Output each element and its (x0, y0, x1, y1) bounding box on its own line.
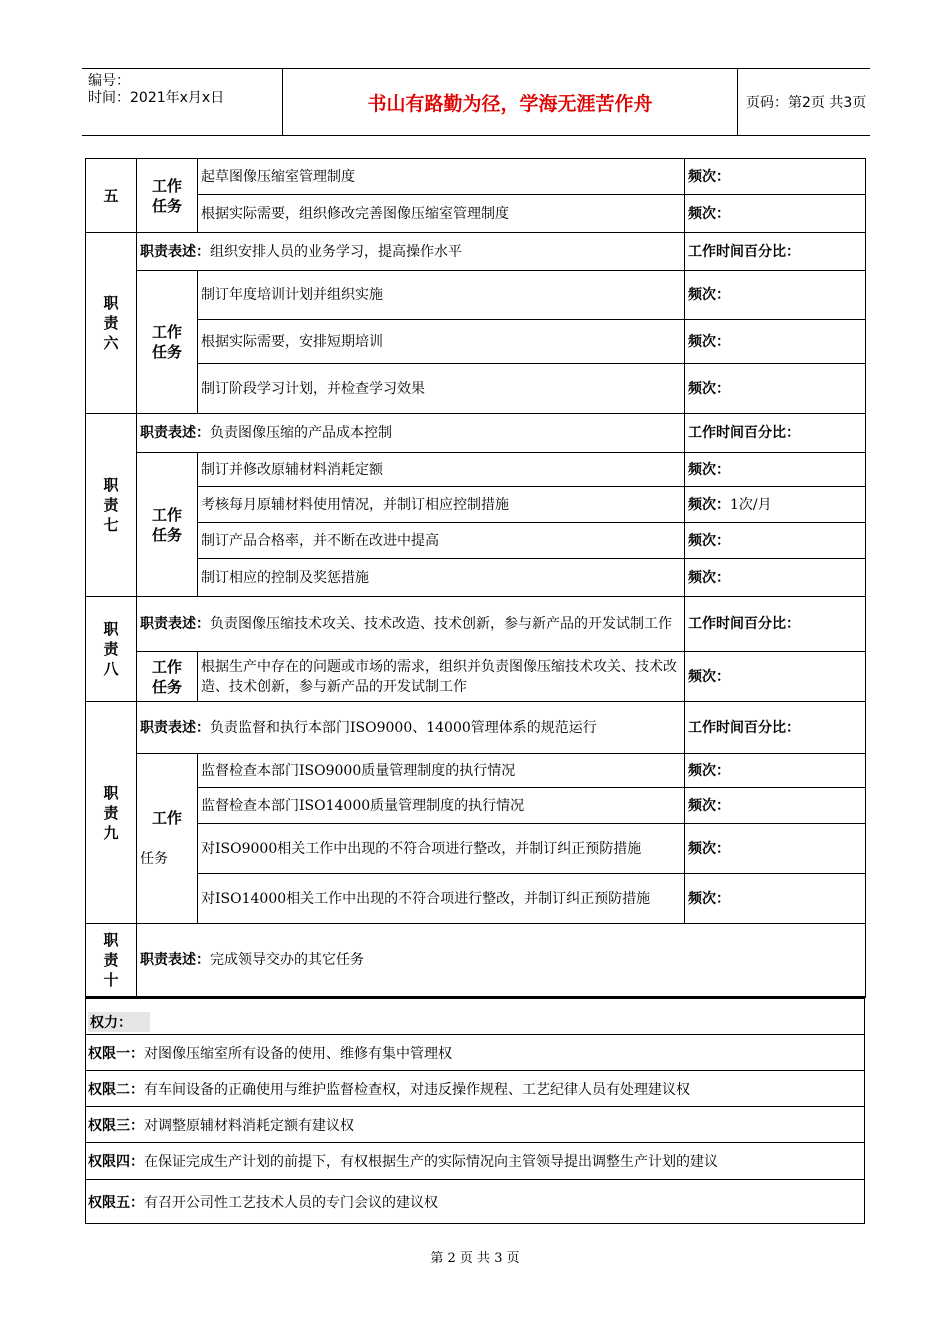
duty9-freq-2: 频次： (685, 788, 866, 824)
header-meta (82, 69, 282, 139)
duty5-task-row (86, 195, 866, 233)
power-item-3: 权限三：对调整原辅材料消耗定额有建议权 (86, 1107, 865, 1143)
page-header (82, 68, 870, 136)
duty9-task-row (86, 754, 866, 788)
duty5-task-2: 根据实际需要，组织修改完善图像压缩室管理制度 (198, 195, 685, 233)
power-table (85, 998, 865, 1224)
page-footer: 第 2 页 共 3 页 (430, 1251, 520, 1266)
duty5-task-row (86, 159, 866, 195)
duty7-freq-4: 频次： (685, 559, 866, 597)
duty6-time-pct: 工作时间百分比： (685, 233, 866, 271)
duty8-time-pct: 工作时间百分比： (685, 597, 866, 652)
duty6-number: 职 责 六 (86, 233, 137, 414)
duty7-task-4: 制订相应的控制及奖惩措施 (198, 559, 685, 597)
duty7-freq-1: 频次： (685, 453, 866, 487)
duty9-task-3: 对ISO9000相关工作中出现的不符合项进行整改，并制订纠正预防措施 (198, 824, 685, 874)
duty7-task-row (86, 453, 866, 487)
duty9-task-1: 监督检查本部门ISO9000质量管理制度的执行情况 (198, 754, 685, 788)
duty9-freq-1: 频次： (685, 754, 866, 788)
duty5-task-label: 工作 任务 (137, 159, 198, 233)
duty6-task-row (86, 271, 866, 320)
duty7-task-3: 制订产品合格率，并不断在改进中提高 (198, 523, 685, 559)
duty6-task-row (86, 364, 866, 414)
duty7-time-pct: 工作时间百分比： (685, 414, 866, 453)
duty10-row (86, 924, 866, 997)
duty6-freq-1: 频次： (685, 271, 866, 320)
duty10-statement: 职责表述：完成领导交办的其它任务 (137, 924, 866, 997)
duty7-task-row (86, 487, 866, 523)
duty9-statement-row (86, 702, 866, 754)
duty10-number: 职 责 十 (86, 924, 137, 997)
power-title: 权力： (88, 1012, 150, 1032)
duty7-freq-value: 1次/月 (730, 496, 772, 513)
duty8-task-1: 根据生产中存在的问题或市场的需求，组织并负责图像压缩技术攻关、技术改造、技术创新，参与新产品的开发试制工作 (198, 652, 685, 702)
duty9-number: 职 责 九 (86, 702, 137, 924)
duty9-statement: 职责表述：负责监督和执行本部门ISO9000、14000管理体系的规范运行 (137, 702, 685, 754)
power-row (86, 1180, 865, 1224)
duty5-number: 五 (86, 159, 137, 233)
duty8-statement-row (86, 597, 866, 652)
power-item-5: 权限五：有召开公司性工艺技术人员的专门会议的建议权 (86, 1180, 865, 1224)
duty9-task-row (86, 824, 866, 874)
duty8-freq-1: 频次： (685, 652, 866, 702)
duty5-freq-2: 频次： (685, 195, 866, 233)
power-item-2: 权限二：有车间设备的正确使用与维护监督检查权，对违反操作规程、工艺纪律人员有处理建议权 (86, 1071, 865, 1107)
duty6-task-row (86, 320, 866, 364)
power-row (86, 1107, 865, 1143)
duty7-task-1: 制订并修改原辅材料消耗定额 (198, 453, 685, 487)
duty6-task-3: 制订阶段学习计划，并检查学习效果 (198, 364, 685, 414)
duty7-task-2: 考核每月原辅材料使用情况，并制订相应控制措施 (198, 487, 685, 523)
duty5-freq-1: 频次： (685, 159, 866, 195)
header-page-number: 页码：第2页 共3页 (746, 95, 867, 111)
power-row (86, 1071, 865, 1107)
duty-table (85, 158, 866, 998)
duty8-statement: 职责表述：负责图像压缩技术攻关、技术改造、技术创新，参与新产品的开发试制工作 (137, 597, 685, 652)
duty7-freq-3: 频次： (685, 523, 866, 559)
duty6-task-label: 工作 任务 (137, 271, 198, 414)
duty5-task-1: 起草图像压缩室管理制度 (198, 159, 685, 195)
duty8-task-row (86, 652, 866, 702)
duty6-freq-3: 频次： (685, 364, 866, 414)
duty9-freq-3: 频次： (685, 824, 866, 874)
duty6-statement-row (86, 233, 866, 271)
duty9-task-4: 对ISO14000相关工作中出现的不符合项进行整改，并制订纠正预防措施 (198, 874, 685, 924)
power-row (86, 1035, 865, 1071)
duty9-freq-4: 频次： (685, 874, 866, 924)
duty7-task-label: 工作 任务 (137, 453, 198, 597)
duty7-task-row (86, 523, 866, 559)
duty7-number: 职 责 七 (86, 414, 137, 597)
duty6-freq-2: 频次： (685, 320, 866, 364)
duty6-statement: 职责表述：组织安排人员的业务学习，提高操作水平 (137, 233, 685, 271)
duty9-time-pct: 工作时间百分比： (685, 702, 866, 754)
duty7-task-row (86, 559, 866, 597)
duty7-statement: 职责表述：负责图像压缩的产品成本控制 (137, 414, 685, 453)
duty8-task-label: 工作 任务 (137, 652, 198, 702)
duty6-task-2: 根据实际需要，安排短期培训 (198, 320, 685, 364)
power-title-row (86, 999, 865, 1035)
duty7-freq-2: 频次：1次/月 (685, 487, 866, 523)
power-item-4: 权限四：在保证完成生产计划的前提下，有权根据生产的实际情况向主管领导提出调整生产计划的建议 (86, 1143, 865, 1180)
duty9-task-row (86, 788, 866, 824)
duty9-task-2: 监督检查本部门ISO14000质量管理制度的执行情况 (198, 788, 685, 824)
duty9-task-row (86, 874, 866, 924)
duty9-task-label: 工作 任务 (137, 754, 198, 924)
power-row (86, 1143, 865, 1180)
duty8-number: 职 责 八 (86, 597, 137, 702)
duty6-task-1: 制订年度培训计划并组织实施 (198, 271, 685, 320)
serial-label: 编号： (88, 73, 130, 89)
date-label: 时间：2021年x月x日 (88, 90, 225, 106)
duty7-statement-row (86, 414, 866, 453)
header-motto: 书山有路勤为径，学海无涯苦作舟 (282, 69, 738, 135)
power-title-cell (86, 999, 865, 1035)
power-item-1: 权限一：对图像压缩室所有设备的使用、维修有集中管理权 (86, 1035, 865, 1071)
